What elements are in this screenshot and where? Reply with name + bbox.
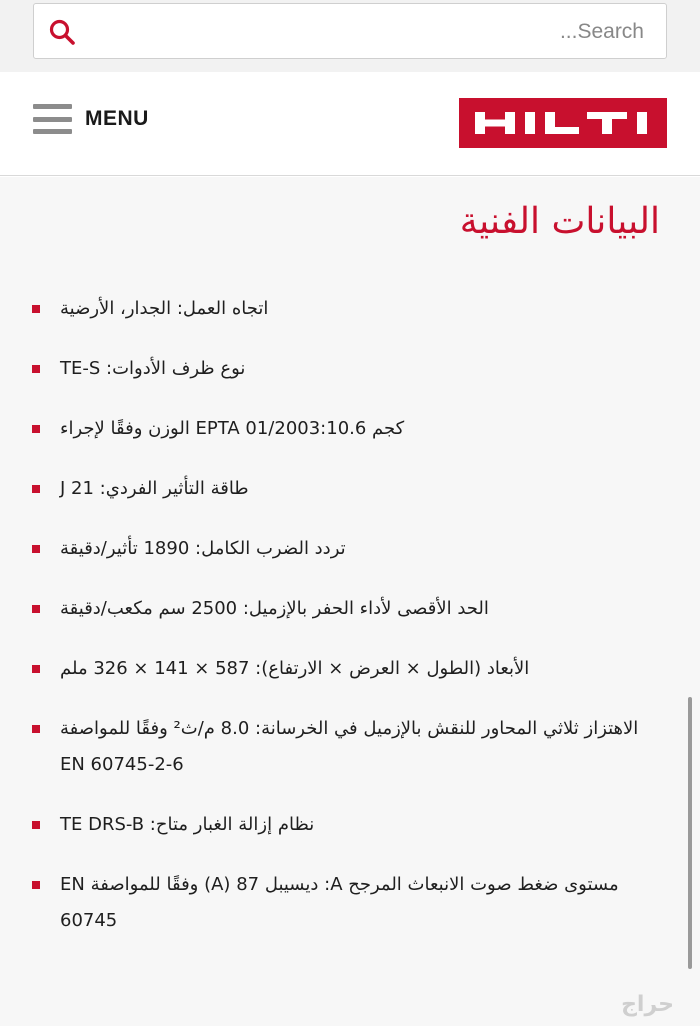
spec-item bbox=[32, 291, 668, 327]
bullet-icon bbox=[32, 881, 40, 889]
menu-button[interactable] bbox=[33, 102, 149, 136]
bullet-icon bbox=[32, 605, 40, 613]
search-bar bbox=[0, 0, 700, 72]
spec-text: J طاقة التأثير الفردي: 21 bbox=[60, 478, 249, 499]
search-icon[interactable] bbox=[48, 18, 76, 46]
hilti-logo[interactable] bbox=[459, 98, 667, 148]
spec-text: تردد الضرب الكامل: 1890 تأثير/دقيقة bbox=[60, 538, 346, 559]
spec-text: اتجاه العمل: الجدار، الأرضية bbox=[60, 298, 269, 319]
spec-text: EN وفقًا للمواصفة (A) ديسيبل 87 :A مستوى ضغط صوت الانبعاث المرجح 60745 bbox=[60, 874, 619, 931]
watermark-logo: حراج bbox=[621, 992, 674, 1017]
technical-data-section bbox=[0, 177, 700, 1026]
bullet-icon bbox=[32, 485, 40, 493]
bullet-icon bbox=[32, 425, 40, 433]
bullet-icon bbox=[32, 545, 40, 553]
spec-text: TE DRS-B :نظام إزالة الغبار متاح bbox=[60, 814, 315, 835]
site-header bbox=[0, 72, 700, 176]
section-title: البيانات الفنية bbox=[459, 201, 660, 242]
search-box[interactable] bbox=[33, 3, 667, 59]
spec-item bbox=[32, 867, 668, 939]
hamburger-icon[interactable] bbox=[33, 104, 72, 134]
menu-label[interactable]: MENU bbox=[85, 107, 149, 130]
spec-item bbox=[32, 807, 668, 843]
scrollbar[interactable] bbox=[688, 697, 692, 969]
bullet-icon bbox=[32, 725, 40, 733]
bullet-icon bbox=[32, 365, 40, 373]
search-input[interactable] bbox=[94, 12, 644, 52]
bullet-icon bbox=[32, 821, 40, 829]
spec-text: الاهتزاز ثلاثي المحاور للنقش بالإزميل في الخرسانة: 8.0 م/ث² وفقًا للمواصفة EN 60745-2-6 bbox=[60, 718, 639, 775]
spec-item bbox=[32, 531, 668, 567]
spec-item bbox=[32, 411, 668, 447]
spec-item bbox=[32, 471, 668, 507]
spec-item bbox=[32, 651, 668, 687]
spec-item bbox=[32, 351, 668, 387]
spec-text: الأبعاد (الطول × العرض × الارتفاع): 587 × 141 × 326 ملم bbox=[60, 658, 530, 679]
spec-text: كجم EPTA 01/2003:10.6 الوزن وفقًا لإجراء bbox=[60, 418, 405, 439]
spec-item bbox=[32, 591, 668, 627]
spec-text: TE-S :نوع ظرف الأدوات bbox=[60, 358, 246, 379]
bullet-icon bbox=[32, 665, 40, 673]
spec-item bbox=[32, 711, 668, 783]
spec-text: الحد الأقصى لأداء الحفر بالإزميل: 2500 سم مكعب/دقيقة bbox=[60, 598, 489, 619]
bullet-icon bbox=[32, 305, 40, 313]
